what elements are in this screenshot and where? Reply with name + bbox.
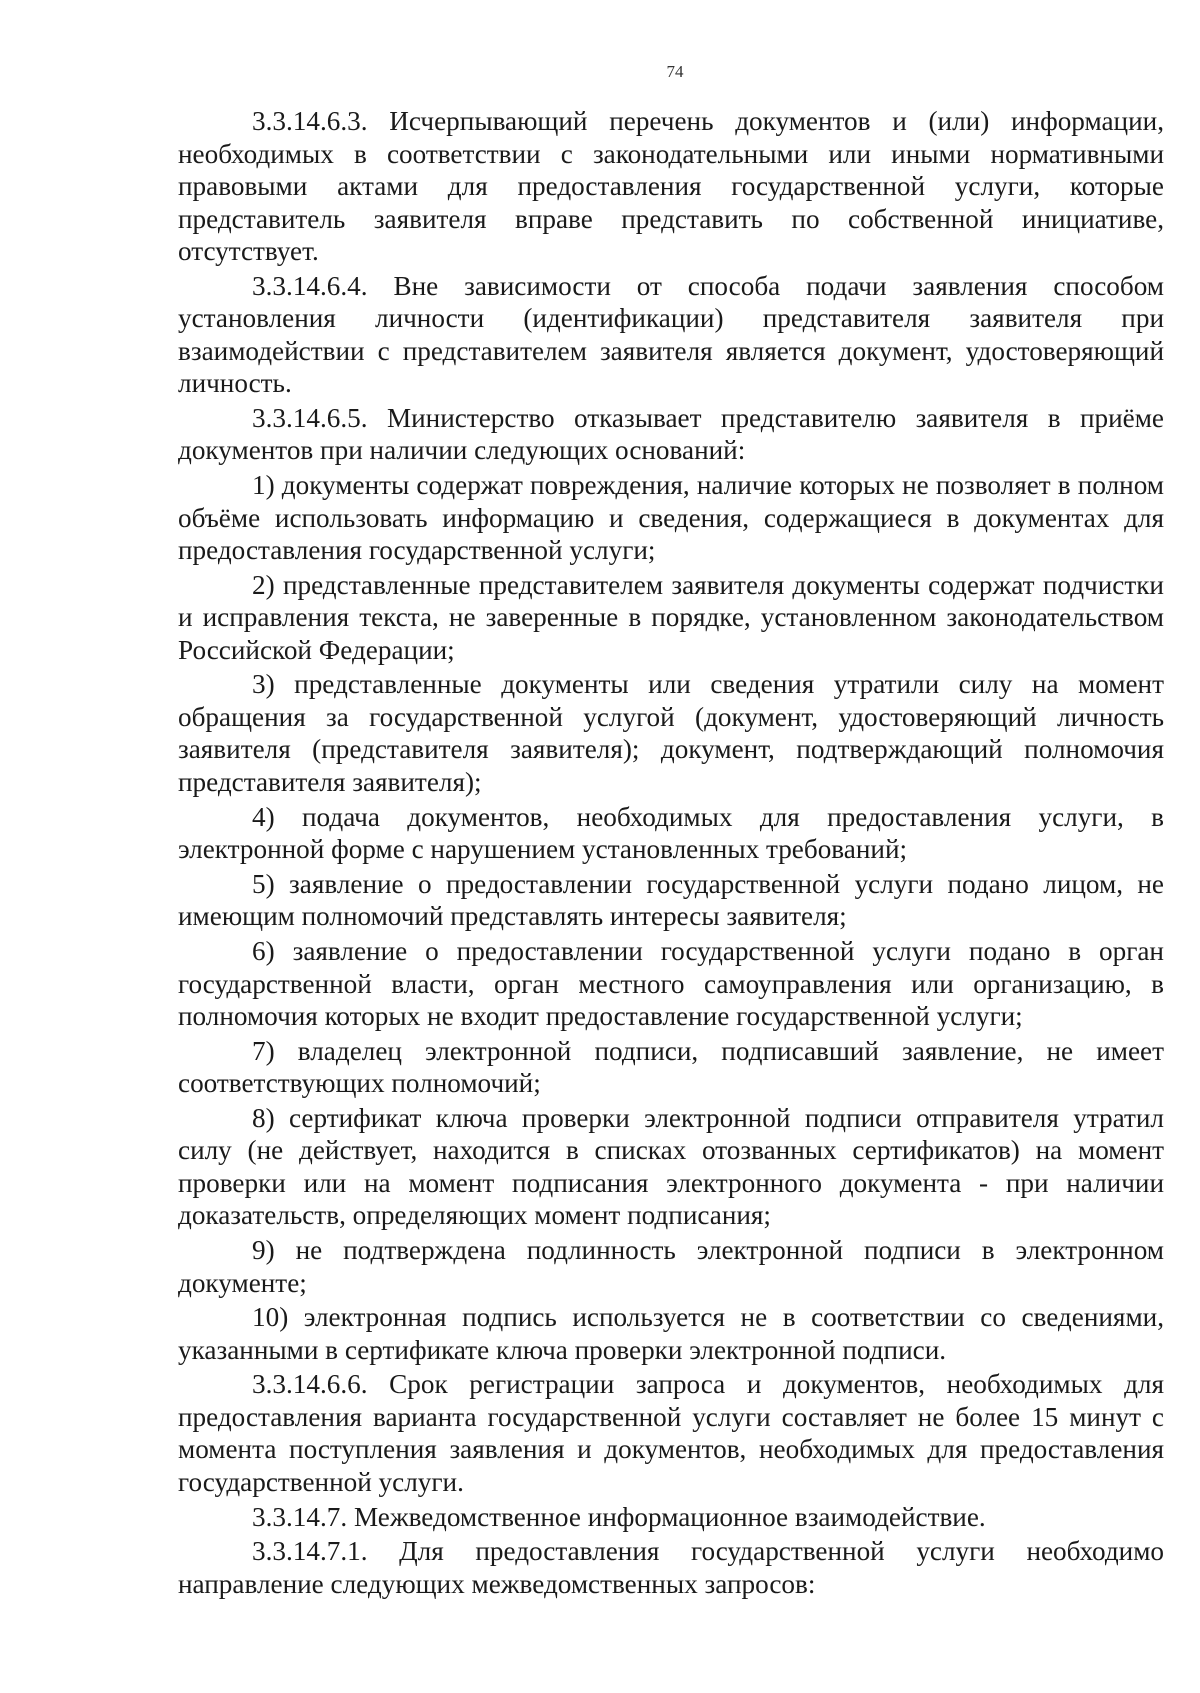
list-item-6: 6) заявление о предоставлении государственной услуги подано в орган государственной власти, орган местного самоуправления или организацию, в полномочия которых не входит предоставление государственной услуги; [178, 936, 1164, 1031]
list-item-7: 7) владелец электронной подписи, подписавший заявление, не имеет соответствующих полномочий; [178, 1035, 1164, 1099]
paragraph-3-3-14-6-3: 3.3.14.6.3. Исчерпывающий перечень документов и (или) информации, необходимых в соответствии с законодательными или иными нормативными правовыми актами для предоставления государственной услуги, которые представитель заявителя вправе представить по собственной инициативе, отсутствует. [178, 106, 1164, 266]
paragraph-3-3-14-6-4: 3.3.14.6.4. Вне зависимости от способа подачи заявления способом установления личности (идентификации) представителя заявителя при взаимодействии с представителем заявителя является документ, удостоверяющий личность. [178, 270, 1164, 399]
list-item-5: 5) заявление о предоставлении государственной услуги подано лицом, не имеющим полномочий представлять интересы заявителя; [178, 868, 1164, 932]
paragraph-3-3-14-7: 3.3.14.7. Межведомственное информационное взаимодействие. [252, 1501, 986, 1532]
list-item-8: 8) сертификат ключа проверки электронной подписи отправителя утратил силу (не действует, находится в списках отозванных сертификатов) на момент проверки или на момент подписания электронного документа - при наличии доказательств, определяющих момент подписания; [178, 1102, 1164, 1231]
list-item-10: 10) электронная подпись используется не в соответствии со сведениями, указанными в сертификате ключа проверки электронной подписи. [178, 1302, 1164, 1365]
document-body [178, 105, 1164, 1603]
paragraph-3-3-14-6-5: 3.3.14.6.5. Министерство отказывает представителю заявителя в приёме документов при наличии следующих оснований: [178, 402, 1164, 466]
list-item-9: 9) не подтверждена подлинность электронной подписи в электронном документе; [178, 1235, 1164, 1298]
page-number: 74 [666, 62, 684, 81]
paragraph-3-3-14-7-1: 3.3.14.7.1. Для предоставления государственной услуги необходимо направление следующих межведомственных запросов: [178, 1536, 1164, 1599]
list-item-1: 1) документы содержат повреждения, наличие которых не позволяет в полном объёме использовать информацию и сведения, содержащиеся в документах для предоставления государственной услуги; [178, 470, 1164, 566]
list-item-2: 2) представленные представителем заявителя документы содержат подчистки и исправления текста, не заверенные в порядке, установленном законодательством Российской Федерации; [178, 569, 1164, 665]
list-item-3: 3) представленные документы или сведения утратили силу на момент обращения за государственной услугой (документ, удостоверяющий личность заявителя (представителя заявителя); документ, подтверждающий полномочия представителя заявителя); [178, 669, 1164, 797]
list-item-4: 4) подача документов, необходимых для предоставления услуги, в электронной форме с нарушением установленных требований; [178, 801, 1164, 865]
paragraph-3-3-14-6-6: 3.3.14.6.6. Срок регистрации запроса и документов, необходимых для предоставления варианта государственной услуги составляет не более 15 минут с момента поступления заявления и документов, необходимых для предоставления государственной услуги. [178, 1369, 1164, 1497]
